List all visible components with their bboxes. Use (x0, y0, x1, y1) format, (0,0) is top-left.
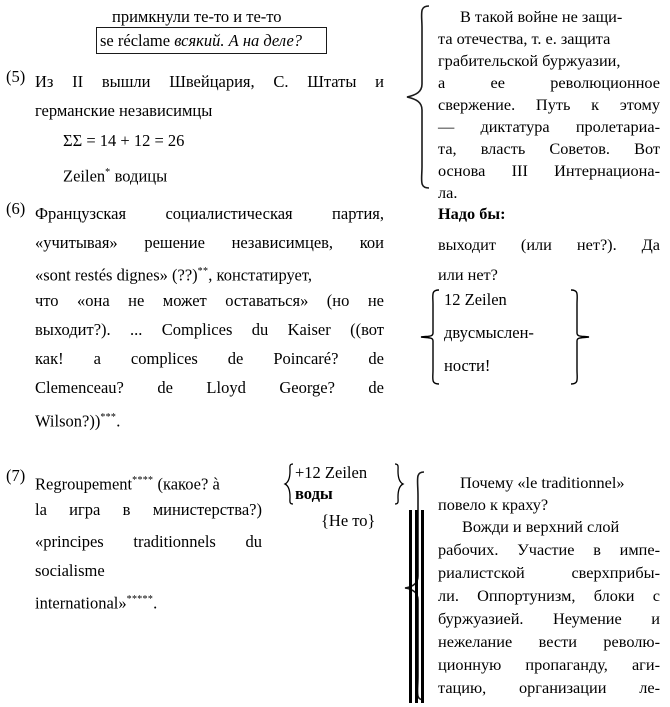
item-number-7: (7) (6, 466, 26, 485)
item7-line-3: «principes traditionnels du (35, 532, 262, 551)
item7-line-2: la игра в министерства?) (35, 500, 262, 519)
item6-line-3 (35, 257, 312, 290)
block4-line-5: буржуазией. Неумение и (438, 609, 660, 628)
item7-line-4: socialisme (35, 561, 105, 580)
block1-line-9: ла. (438, 183, 458, 202)
footnote-marker-2: ** (197, 266, 209, 277)
item6-line-7: Clemenceau? de Lloyd George? de (35, 378, 384, 397)
block1-line-5: свержение. Путь к этому (438, 95, 660, 114)
block2-line-2: или нет? (438, 265, 498, 284)
item-number-5: (5) (6, 67, 26, 86)
item6-line-1: Французская социалистическая партия, (35, 204, 384, 223)
brace-left-medium (418, 288, 442, 386)
block1-line-2: та отечества, т. е. защита (438, 29, 611, 48)
ne-to-note: {Не то} (321, 511, 376, 530)
block1-line-1: В такой войне не защи- (460, 7, 623, 26)
footnote-marker-4: **** (132, 475, 154, 486)
footnote-marker-5: ***** (126, 594, 154, 605)
item-number-6: (6) (6, 199, 26, 218)
vertical-bar-1 (409, 510, 412, 703)
item6-line-5: выходит?). ... Complices du Kaiser ((вот (35, 320, 384, 339)
block4-line-4: ли. Оппортунизм, блоки с (438, 586, 660, 605)
block1-line-7: та, власть Советов. Вот (438, 139, 660, 158)
item7-line-5 (35, 585, 157, 618)
item6-line-4: что «она не может оставаться» (но не (35, 291, 384, 310)
item6-line-2: «учитывая» решение независимцев, кои (35, 233, 384, 252)
block4-line-8: тацию, организации ле- (438, 678, 660, 697)
boxed-fragment-roman: se réclame (100, 31, 175, 50)
footnote-marker-1: * (105, 167, 111, 178)
block1-line-3: грабительской буржуазии, (438, 51, 621, 70)
block1-line-8: основа III Интернациона- (438, 161, 660, 180)
inline-brace-note (283, 463, 405, 505)
item5-note-post: водицы (110, 166, 168, 186)
block2-line-1: выходит (или нет?). Да (438, 235, 660, 254)
zeilen-line-2: двусмыслен- (444, 323, 534, 342)
item5-line-1: Из II вышли Швейцария, С. Штаты и (35, 72, 384, 91)
item7-line5-pre: international» (35, 593, 127, 613)
brace-left-large-block1 (402, 4, 432, 190)
vertical-bar-3 (421, 510, 424, 703)
block3-line-2: повело к краху? (438, 495, 549, 514)
item6-line-8 (35, 403, 120, 436)
item5-note-zeilen: Zeilen (63, 166, 106, 186)
item5-line-2: германские независимцы (35, 101, 213, 120)
item5-formula: ΣΣ = 14 + 12 = 26 (63, 131, 185, 150)
nado-by-heading: Надо бы: (438, 204, 506, 223)
inline-brace-line-1: +12 Zeilen (295, 463, 368, 482)
block1-line-4: а ее революционное (438, 73, 660, 92)
item7-line5-post: . (153, 593, 158, 613)
boxed-fragment-italic: всякий. А на деле? (174, 31, 303, 50)
footnote-marker-3: *** (100, 412, 117, 423)
block4-line-3: риалистской сверхприбы- (438, 563, 660, 582)
item6-line3-post: , констатирует, (208, 265, 312, 285)
inline-brace-line-2: воды (295, 484, 333, 503)
block3-line-1: Почему «le traditionnel» (460, 473, 625, 492)
item6-line-6: как! a complices de Poincaré? de (35, 349, 384, 368)
heading-line: примкнули те-то и те-то (112, 7, 282, 26)
item6-line8-post: . (116, 411, 121, 431)
block1-line-6: — диктатура пролетариа- (438, 117, 660, 136)
brace-left-small (283, 463, 295, 505)
item6-line3-pre: «sont restés dignes» (??) (35, 265, 198, 285)
zeilen-line-3: ности! (444, 356, 491, 375)
block4-line-7: ционную пропаганду, аги- (438, 655, 660, 674)
item5-formula-note (63, 158, 167, 191)
vertical-bar-2 (415, 510, 418, 703)
zeilen-line-1: 12 Zeilen (444, 290, 507, 309)
item7-line1-pre: Regroupement (35, 474, 133, 494)
boxed-fragment (96, 27, 327, 54)
block4-line-2: рабочих. Участие в импе- (438, 540, 660, 559)
item7-line1-post: (какое? à (153, 474, 220, 494)
item6-line8-pre: Wilson?)) (35, 411, 101, 431)
brace-right-medium (568, 288, 592, 386)
zeilen-brace-note (418, 288, 603, 388)
block4-line-1: Вожди и верхний слой (462, 517, 620, 536)
block4-line-6: нежелание вести револю- (438, 632, 660, 651)
item7-line-1 (35, 466, 220, 499)
